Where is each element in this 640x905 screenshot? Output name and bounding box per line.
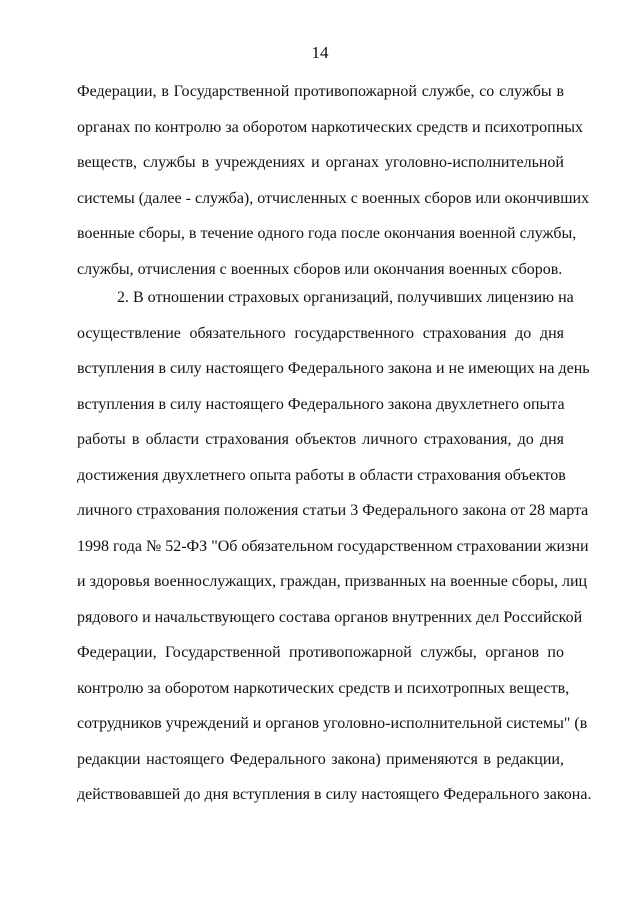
- text-line: веществ, службы в учреждениях и органах уголовно-исполнительной: [77, 154, 564, 171]
- text-line: контролю за оборотом наркотических средств и психотропных веществ,: [77, 679, 570, 697]
- text-line: Федерации, в Государственной противопожарной службе, со службы в: [77, 83, 564, 100]
- text-line: рядового и начальствующего состава органов внутренних дел Российской: [77, 608, 583, 626]
- text-line: работы в области страхования объектов личного страхования, до дня: [77, 431, 564, 448]
- text-line: 1998 года № 52-ФЗ "Об обязательном государственном страховании жизни: [77, 537, 589, 555]
- page-number: 14: [311, 43, 329, 62]
- text-line: 2. В отношении страховых организаций, получивших лицензию на: [117, 289, 574, 306]
- paragraph-1: [77, 82, 590, 295]
- text-line: и здоровья военнослужащих, граждан, призванных на военные сборы, лиц: [77, 573, 588, 590]
- text-line: вступления в силу настоящего Федерального закона двухлетнего опыта: [77, 395, 565, 413]
- text-line: достижения двухлетнего опыта работы в области страхования объектов: [77, 466, 566, 484]
- text-line: осуществление обязательного государственного страхования до дня: [77, 324, 564, 342]
- paragraph-2: [77, 288, 592, 821]
- text-line: редакции настоящего Федерального закона) применяются в редакции,: [77, 750, 564, 768]
- text-line: военные сборы, в течение одного года после окончания военной службы,: [77, 225, 577, 242]
- text-line: сотрудников учреждений и органов уголовно-исполнительной системы" (в: [77, 715, 588, 732]
- text-line: системы (далее - служба), отчисленных с военных сборов или окончивших: [77, 189, 590, 207]
- text-line: личного страхования положения статьи 3 Федерального закона от 28 марта: [77, 502, 589, 519]
- text-line: вступления в силу настоящего Федерального закона и не имеющих на день: [77, 360, 590, 377]
- text-line: действовавшей до дня вступления в силу настоящего Федерального закона.: [77, 786, 592, 803]
- text-line: органах по контролю за оборотом наркотических средств и психотропных: [77, 118, 584, 136]
- text-line: службы, отчисления с военных сборов или окончания военных сборов.: [77, 260, 563, 278]
- text-line: Федерации, Государственной противопожарной службы, органов по: [77, 644, 564, 661]
